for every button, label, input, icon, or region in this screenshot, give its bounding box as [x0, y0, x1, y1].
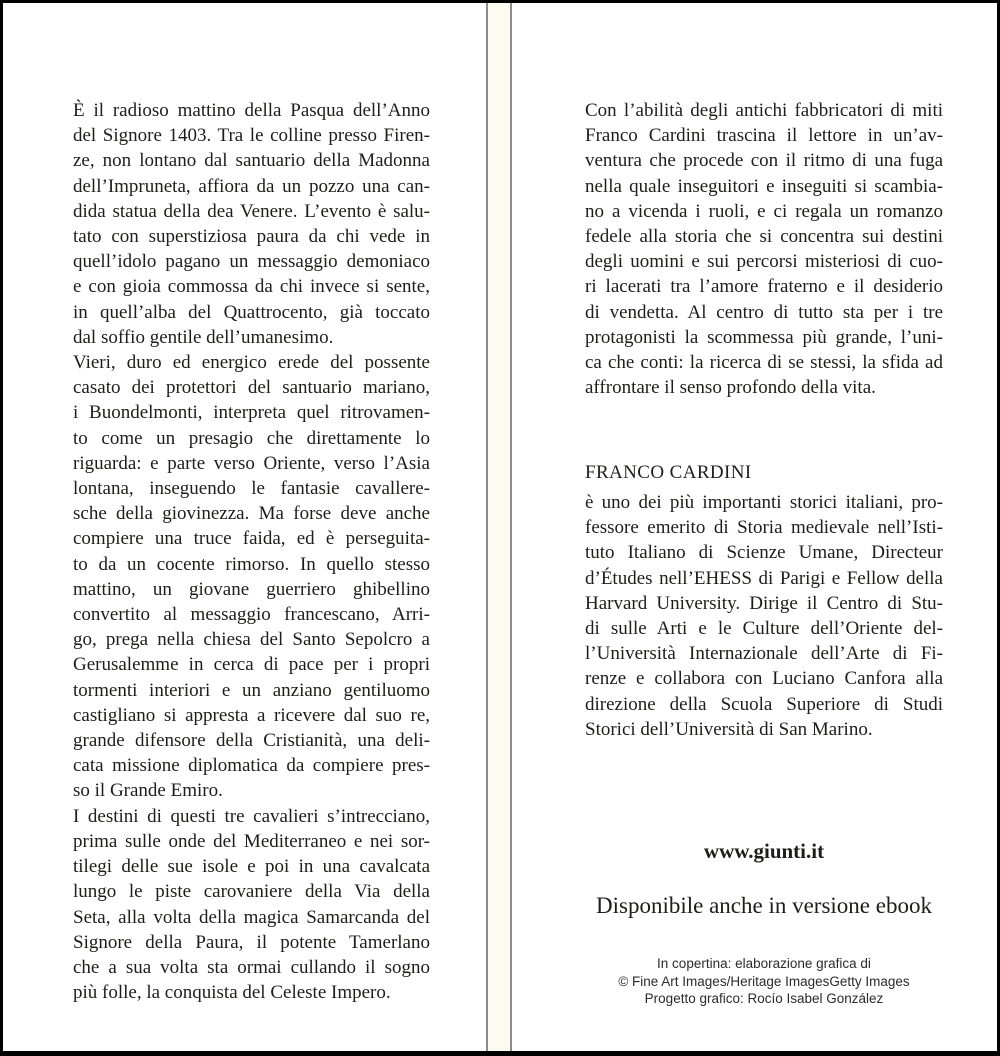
text-line: casato dei protettori del santuario mariano,: [73, 377, 430, 399]
paragraph: [73, 350, 430, 804]
text-line: to da un cocente rimorso. In quello stesso: [73, 553, 430, 575]
text-line: affrontare il senso profondo della vita.: [585, 377, 876, 399]
text-line: è uno dei più importanti storici italiani, pro-: [585, 492, 943, 513]
paragraph: [73, 804, 430, 1006]
text-line: tormenti interiori e un anziano gentiluomo: [73, 679, 430, 701]
cover-credits: [585, 955, 943, 1008]
text-line: Signore della Paura, il potente Tamerlano: [73, 931, 430, 953]
text-line: prima sulle onde del Mediterraneo e nei sor-: [73, 830, 430, 852]
text-line: ze, non lontano dal santuario della Madonna: [73, 150, 430, 172]
text-line: convertito al messaggio francescano, Arri-: [73, 604, 430, 626]
text-line: compiere una truce faida, ed è perseguita-: [73, 528, 430, 550]
text-line: tuto Italiano di Scienze Umane, Directeur: [585, 542, 943, 564]
text-line: di vendetta. Al centro di tutto sta per i tre: [585, 301, 943, 323]
text-line: sche della giovinezza. Ma forse deve anche: [73, 503, 430, 525]
text-line: ca che conti: la ricerca di se stessi, la sfida ad: [585, 352, 943, 374]
text-line: lungo le piste carovaniere della Via della: [73, 881, 430, 903]
text-line: I destini di questi tre cavalieri s’intrecciano,: [73, 805, 430, 827]
text-line: tato con superstiziosa paura da chi vede in: [73, 226, 430, 248]
text-line: dal soffio gentile dell’umanesimo.: [73, 326, 334, 348]
text-line: castigliano si appresta a ricevere dal suo re,: [73, 704, 430, 726]
paragraph: [585, 490, 943, 742]
ebook-availability-note: Disponibile anche in versione ebook: [596, 893, 932, 918]
author-name-heading: FRANCO CARDINI: [585, 462, 752, 483]
text-line: di sulle Arti e le Culture dell’Oriente del-: [585, 618, 943, 640]
text-line: so il Grande Emiro.: [73, 780, 223, 802]
text-line: ri lacerati tra l’amore fraterno e il desiderio: [585, 276, 943, 298]
text-line: renze e collabora con Luciano Canfora alla: [585, 668, 943, 690]
text-line: più folle, la conquista del Celeste Impero.: [73, 982, 391, 1004]
credit-line: In copertina: elaborazione grafica di: [657, 956, 871, 971]
text-line: i Buondelmonti, interpreta quel ritrovamen-: [73, 402, 430, 424]
text-line: Harvard University. Dirige il Centro di Stu-: [585, 592, 943, 614]
text-line: che a sua volta sta ormai cullando il sogno: [73, 956, 430, 978]
text-line: riguarda: e parte verso Oriente, verso l’Asia: [73, 452, 430, 474]
text-line: Vieri, duro ed energico erede del possente: [73, 352, 430, 374]
flap-gutter: [486, 3, 512, 1051]
text-line: nella quale inseguitori e inseguiti si scambia-: [585, 175, 943, 197]
text-line: Con l’abilità degli antichi fabbricatori di miti: [585, 100, 943, 121]
paragraph: [73, 98, 430, 350]
credit-line: © Fine Art Images/Heritage ImagesGetty Images: [618, 973, 910, 989]
text-line: in quell’alba del Quattrocento, già toccato: [73, 301, 430, 323]
text-line: cata missione diplomatica da compiere pres-: [73, 755, 430, 777]
text-line: quell’idolo pagano un messaggio demoniaco: [73, 251, 430, 273]
text-line: Franco Cardini trascina il lettore in un’av-: [585, 125, 943, 147]
text-line: Seta, alla volta della magica Samarcanda del: [73, 906, 430, 928]
paragraph: [585, 98, 943, 400]
text-line: l’Università Internazionale dell’Arte di Fi-: [585, 643, 943, 665]
text-line: no a vicenda i ruoli, e ci regala un romanzo: [585, 200, 943, 222]
text-line: degli uomini e sui percorsi misteriosi di cuo-: [585, 251, 943, 273]
text-line: grande difensore della Cristianità, una deli-: [73, 730, 430, 752]
text-line: direzione della Scuola Superiore di Studi: [585, 693, 943, 715]
text-line: dell’Impruneta, affiora da un pozzo una can-: [73, 175, 430, 197]
text-line: e con gioia commossa da chi invece si sente,: [73, 276, 430, 298]
text-line: ventura che procede con il ritmo di una fuga: [585, 150, 943, 172]
front-flap-synopsis: [73, 98, 430, 1005]
text-line: È il radioso mattino della Pasqua dell’Anno: [73, 100, 430, 121]
text-line: dida statua della dea Venere. L’evento è salu-: [73, 200, 430, 222]
text-line: d’Études nell’EHESS di Parigi e Fellow della: [585, 567, 943, 589]
text-line: del Signore 1403. Tra le colline presso Firen-: [73, 125, 430, 147]
author-bio: [585, 490, 943, 742]
text-line: go, prega nella chiesa del Santo Sepolcro a: [73, 629, 430, 651]
text-line: to come un presagio che direttamente lo: [73, 427, 430, 449]
text-line: fessore emerito di Storia medievale nell’Isti-: [585, 517, 943, 539]
text-line: tilegi delle sue isole e poi in una cavalcata: [73, 856, 430, 878]
text-line: protagonisti la scommessa più grande, l’uni-: [585, 326, 943, 348]
text-line: Gerusalemme in cerca di pace per i propri: [73, 654, 430, 676]
credit-line: Progetto grafico: Rocío Isabel González: [644, 991, 884, 1006]
text-line: mattino, un giovane guerriero ghibellino: [73, 578, 430, 600]
text-line: Storici dell’Università di San Marino.: [585, 718, 873, 740]
back-flap-blurb: [585, 98, 943, 400]
text-line: fedele alla storia che si concentra sui destini: [585, 226, 943, 248]
publisher-website: www.giunti.it: [703, 839, 825, 863]
text-line: lontana, inseguendo le fantasie cavallere-: [73, 478, 430, 500]
